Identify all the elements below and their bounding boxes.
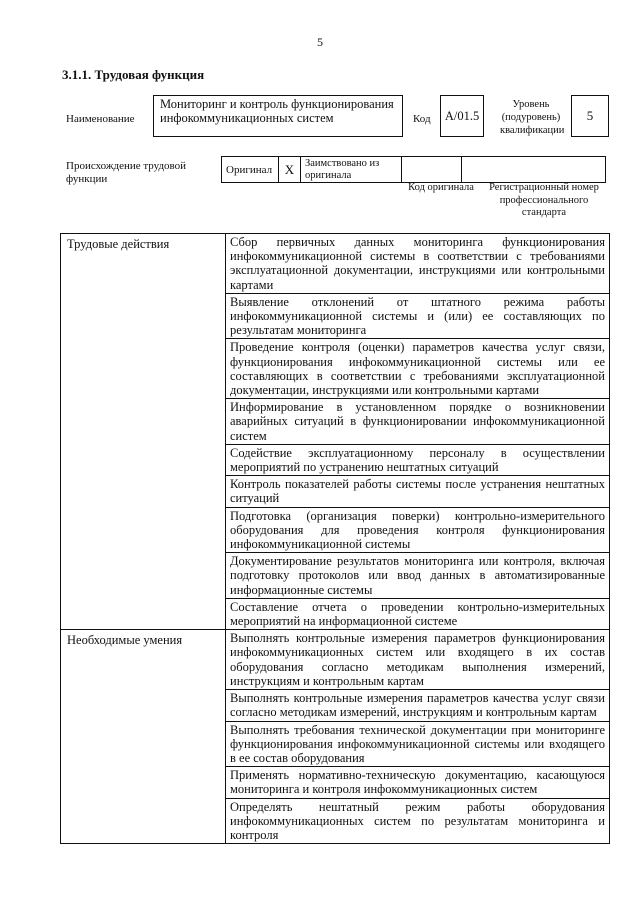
section-item-cell: Подготовка (организация поверки) контрольно-измерительного оборудования для проведения контроля функционирования инфокоммуникационной системы [226,507,610,553]
level-label: Уровень (подуровень) квалификации [500,99,565,136]
origin-reg-cell [462,157,606,183]
origin-mark-cell: Х [279,157,301,183]
section-item-cell: Определять нештатный режим работы оборудования инфокоммуникационных систем по результатам мониторинга и контроля [226,798,610,844]
section-item-cell: Выполнять требования технической документации при мониторинге функционирования инфокоммуникационной системы или входящего в ее состав оборудования [226,721,610,767]
name-label: Наименование [66,113,135,125]
section-item-cell: Проведение контроля (оценки) параметров качества услуг связи, функционирования инфокоммуникационной системы или ее составляющих в соответствии с требованиями эксплуатационной документации, инструкциями или контрольными картами [226,339,610,399]
page-number: 5 [317,35,323,49]
section-heading: 3.1.1. Трудовая функция [62,67,205,82]
section-item-cell: Выполнять контрольные измерения параметров функционирования инфокоммуникационных систем или входящего в их состав оборудования согласно методикам выполнения измерений, инструкциям и контрольным картам [226,630,610,690]
section-title-cell: Трудовые действия [61,234,226,630]
code-label: Код [413,113,431,125]
caption-reg-number: Регистрационный номер профессионального стандарта [489,182,599,218]
section-title-cell: Необходимые умения [61,630,226,844]
function-code-box: А/01.5 [440,95,484,137]
table-row [61,234,610,294]
section-item-cell: Контроль показателей работы системы после устранения нештатных ситуаций [226,476,610,507]
origin-code-cell [402,157,462,183]
origin-borrowed-cell: Заимствовано из оригинала [301,157,402,183]
origin-label: Происхождение трудовой функции [66,160,187,185]
section-item-cell: Содействие эксплуатационному персоналу в осуществлении мероприятий по устранению нештатных ситуаций [226,444,610,475]
origin-original-cell: Оригинал [222,157,279,183]
section-item-cell: Сбор первичных данных мониторинга функционирования инфокоммуникационной системы в соответствии с требованиями эксплуатационной документации, инструкциями или контрольными картами [226,234,610,294]
qualification-level-box: 5 [571,95,609,137]
section-item-cell: Информирование в установленном порядке о возникновении аварийных ситуаций в функционировании инфокоммуникационной систем [226,399,610,445]
section-item-cell: Выявление отклонений от штатного режима работы инфокоммуникационной системы и (или) ее составляющих по результатам мониторинга [226,293,610,339]
section-item-cell: Применять нормативно-техническую документацию, касающуюся мониторинга и контроля инфокоммуникационных систем [226,767,610,798]
section-item-cell: Составление отчета о проведении контрольно-измерительных мероприятий на информационной системе [226,598,610,629]
caption-code: Код оригинала [408,182,474,193]
function-name-box: Мониторинг и контроль функционирования инфокоммуникационных систем [153,95,403,137]
table-row [61,630,610,690]
section-item-cell: Выполнять контрольные измерения параметров качества услуг связи согласно методикам измерений, инструкциям и контрольным картам [226,690,610,721]
section-item-cell: Документирование результатов мониторинга или контроля, включая подготовку протоколов или ввод данных в автоматизированные информационные системы [226,553,610,599]
origin-table [221,156,606,183]
function-details-table [60,233,610,844]
